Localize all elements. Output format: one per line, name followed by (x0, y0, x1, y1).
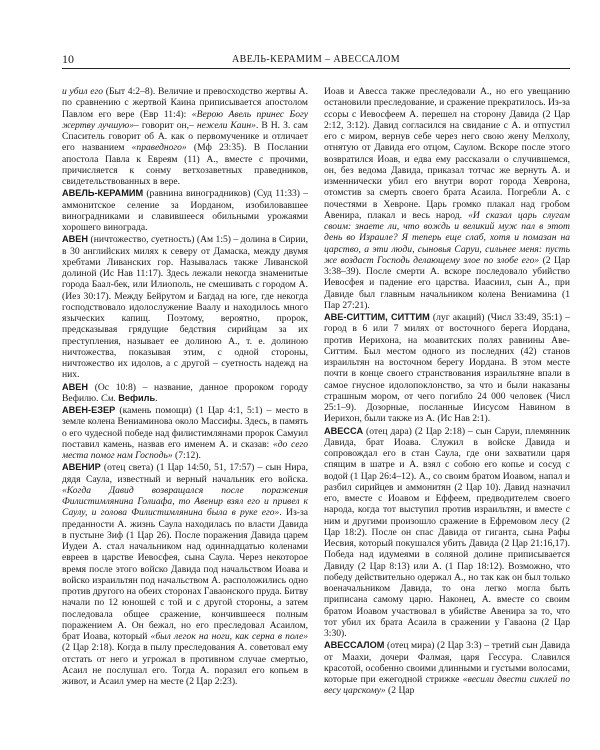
page-header (62, 52, 570, 69)
entry-text: (Быт 4:2–8). Величие и превосходство жертвы А. по сравнению с жертвой Каина приписывается апостолом Павлом его вере (Евр 11:4): (62, 86, 308, 120)
entry-paragraph (324, 426, 570, 640)
italic-quote: «до сего места помог нам Господь» (62, 438, 308, 461)
entry-text: (луг акаций) (Числ 33:49, 35:1) – город в 6 или 7 милях от восточного берега Иордана, против Иерихона, на моавитских полях равнины Аве-Ситтим. Был местом одного из последних (42) станов израильтян на восточном берегу Иордана. В этом месте почти в конце своего странствования израильтяне впали в самое гнусное идолопоклонство, за что и были наказаны страшным мором, от чего погибло 24 000 человек (Числ 25:1–9). Дозорные, посланные Иисусом Навином в Иерихон, были также из А. (Ис Нав 2:1). (324, 312, 570, 425)
italic-quote: «Когда Давид возвращался после поражения Филистимлянина Голиафа, то Авенир взял его и привел к Саулу, и голова Филистимлянина была в руке его» (62, 484, 308, 519)
headword: АВЕЛЬ-КЕРАМИМ (62, 188, 144, 199)
headword: АВЕССАЛОМ (324, 640, 385, 651)
italic-quote: «был легок на ноги, как серна в поле» (150, 631, 308, 642)
entry-text: Иоав и Авесса также преследовали А., но его увещанию остановили преследование, и сражение прекратилось. Из-за ссоры с Иевосфеем А. перешел на сторону Давида (2 Цар 2:12, 3:12). Давид согласился на свидание с А. и отпустил его с миром, вернув себе через него свою жену Мелхолу, отнятую от Давида его отцом, Саулом. Вскоре после этого возвратился Иоав, и едва ему рассказали о случившемся, он, без ведома Давида, приказал тотчас же вернуть А. и изменнически убил его внутри ворот города Хеврона, отомстив за смерть своего брата Асаила. Погребли А. с почестями в Хевроне. Царь громко плакал над гробом Авенира, плакал и весь народ. (324, 86, 570, 221)
entry-paragraph (62, 86, 308, 187)
entry-paragraph (324, 640, 570, 696)
italic-quote: «Верою Авель принес Богу жертву лучшую» (62, 108, 308, 131)
entry-paragraph (62, 188, 308, 233)
entry-text: (камень помощи) (1 Цар 4:1, 5:1) – место в земле колена Вениаминова около Массифы. Здесь, в память о его чудесной победе над филистимлянами пророк Самуил поставил камень, назвав его именем А. и сказав: (62, 405, 308, 450)
entry-text: (Мф 23:35). В Послании апостола Павла к Евреям (11) А., вместе с прочими, причисляется к сонму ветхозаветных праведников, свидетельствованных в вере. (62, 142, 308, 187)
entry-text: (7:12). (172, 450, 201, 461)
headword: Вефиль (118, 392, 156, 403)
entry-paragraph (324, 86, 570, 311)
entry-paragraph (62, 462, 308, 687)
text-columns (62, 86, 570, 728)
left-column (62, 86, 308, 728)
entry-text: (равнина виноградников) (Суд 11:33) – аммонитское селение за Иорданом, изобиловавшее виноградниками и славившееся обильными урожаями хорошего винограда. (62, 188, 308, 233)
italic-quote: См. (100, 392, 116, 404)
headword: АВЕНИР (62, 462, 101, 473)
italic-quote: «праведного» (131, 142, 187, 154)
headword: АВЕН (62, 381, 89, 392)
entry-text: (2 Цар 2:18). Когда в пылу преследования А. советовал ему отстать от него и угрожал в противном случае смертью, Асаил не послушал его. Тогда А. поразил его копьем в живот, и Асаил умер на месте (2 Цар 2:23). (62, 642, 308, 687)
entry-text: – говорит он,– (134, 119, 197, 131)
italic-quote: «весили двести сиклей по весу царскому» (324, 674, 570, 697)
entry-text: . (155, 392, 158, 404)
entry-text: (отец света) (1 Цар 14:50, 51, 17:57) – сын Нира, дядя Саула, известный и верный начальник его войска. (62, 462, 308, 485)
entry-text: . Из-за преданности А. жизнь Саула находилась по власти Давида в пустыне Зиф (1 Цар 26). После поражения Давида царем Иудеи А. стал начальником над одиннадцатью коленами евреев в царстве Иевосфея, сына Саула. Через некоторое время после этого войско Давида под начальством Иоава и войско израильтян под начальством А. расположились одно против другого на обеих сторонах Гаваонского пруда. Битву начали по 12 юношей с той и с другой стороны, а затем последовала общее сражение, кончившееся полным поражением А. Он бежал, но его преследовал Асаилом, брат Иоава, который (62, 507, 308, 642)
headword: АВЕССА (324, 425, 364, 436)
entry-text: (отец дара) (2 Цар 2:18) – сын Саруи, племянник Давида, брат Иоава. Служил в войске Давида и сопровождал его в стан Саула, где они захватили царя спящим в шатре и А. взял с собою его копье и сосуд с водой (1 Цар 26:4–12). А., со своим братом Иоавом, напал и разбил сирийцев и аммонитян (2 Цар 10). Давид назначил его, вместе с Иоавом и Еффеем, предводителем своего народа, когда тот выступил против израильтян, и вместе с ним и другими произошло сражение в Ефремовом лесу (2 Цар 18:2). После он спас Давида от гиганта, сына Рафы Иесвия, который покушался убить Давида (2 Цар 21:16,17). Победа над идумеями в соляной долине приписывается Давиду (2 Цар 8:13) или А. (1 Пар 18:12). Возможно, что победу действительно одержал А., но так как он был только военачальником Давида, то она легко могла быть приписана самому царю. Наконец, А. вместе со своим братом Иоавом участвовал в убийстве Авенира за то, что тот убил их брата Асаила в сражении у Гаваона (2 Цар 3:30). (324, 425, 570, 639)
entry-text: (Ос 10:8) – название, данное пророком городу Вефилю. (62, 381, 308, 404)
entry-paragraph (62, 234, 308, 380)
headword: АВЕН-ЕЗЕР (62, 405, 116, 415)
entry-text: . В Н. З. сам Спаситель говорит об А. как о первомученике и отличает его названием (62, 119, 308, 154)
entry-paragraph (62, 382, 308, 405)
entry-text: (ничтожество, суетность) (Ам 1:5) – долина в Сирии, в 30 английских милях к северу от Дамаска, между двумя хребтами Ливанских гор. Называлась также Ливанской долиной (Ис Нав 11:17). Здесь лежали некогда знаменитые города Баал-бек, или Илиополь, не смешивать с городом А. (Иез 30:17). Между Бейрутом и Багдад на юге, где некогда господствовало идолослужение Ваалу и находилось много языческих капищ. Поэтому, вероятно, пророк, предсказывая грядущие бедствия сирийцам за их преступления, называет ее долиною А., т. е. долиною ничтожества, показывая этим, с одной стороны, ничтожество их идолов, а с другой – суетность надежд на них. (62, 234, 308, 381)
page-number: 10 (62, 52, 74, 66)
entry-paragraph (324, 312, 570, 425)
entry-text: (2 Цар 3:38–39). После смерти А. вскоре последовало убийство Иевосфея и падение его царства. Иаасиил, сын А., при Давиде был главным начальником колена Вениамина (1 Пар 27:21). (324, 254, 570, 311)
italic-quote: и убил его (62, 86, 104, 97)
entry-text: (2 Цар (385, 685, 415, 697)
entry-text: (отец мира) (2 Цар 3:3) – третий сын Давида от Маахи, дочери Фалмая, царя Гессура. Славился красотой, особенно своими длинными и густыми волосами, которые при ежегодной стрижке (324, 640, 570, 685)
entry-paragraph (62, 405, 308, 461)
italic-quote: «И сказал царь слугам своим: знаете ли, что вождь и великий муж пал в этот день во Израиле? Я теперь еще слаб, хотя и помазан на царство, а эти люди, сыновья Саруи, сильнее меня: пусть же воздаст Господь делающему злое по злобе его» (324, 209, 570, 266)
right-column (324, 86, 570, 728)
headword: АВЕН (62, 234, 89, 245)
italic-quote: нежели Каин» (196, 119, 256, 131)
headword: АВЕ-СИТТИМ, СИТТИМ (324, 312, 430, 322)
running-title: АВЕЛЬ-КЕРАМИМ – АВЕССАЛОМ (232, 54, 400, 65)
